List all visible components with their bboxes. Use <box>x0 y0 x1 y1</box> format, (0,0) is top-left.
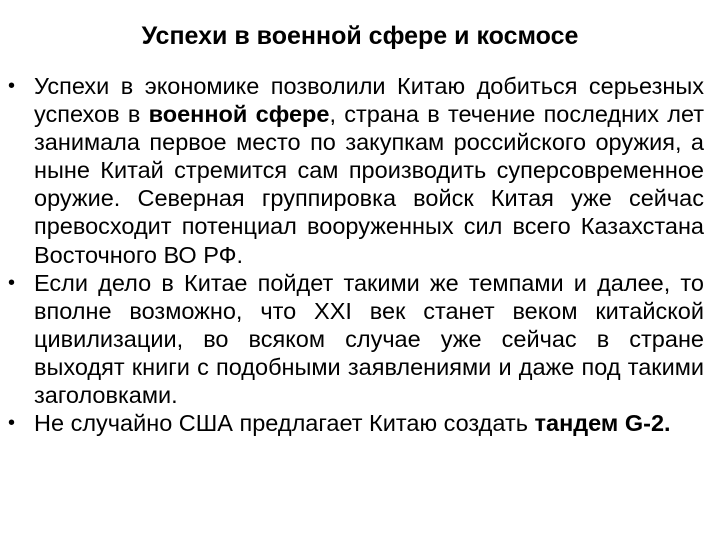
bullet-item-military-success <box>8 72 704 269</box>
bullet-text: Успехи в экономике позволили Китаю добиться серьезных успехов в <box>34 73 704 128</box>
bullet-bold-text: тандем G-2. <box>534 410 671 437</box>
bullet-text: Не случайно США предлагает Китаю создать <box>34 410 535 437</box>
bullet-item-xxi-century <box>8 269 704 409</box>
bullet-text: , страна в течение последних лет занимала первое место по закупкам российского оружия, а ныне Китай стремится сам производить суперсовременное оружие. Северная группировка войск Китая уже сейчас превосходит потенциал вооруженных сил всего Казахстана Восточного ВО РФ. <box>34 101 704 268</box>
bullet-text: Если дело в Китае пойдет такими же темпами и далее, то вполне возможно, что XXI век станет веком китайской цивилизации, во всяком случае уже сейчас в стране выходят книги с подобными заявлениями и даже под такими заголовками. <box>34 269 704 409</box>
bullet-icon: • <box>8 271 16 294</box>
bullet-icon: • <box>8 412 16 435</box>
bullet-bold-text: военной сфере <box>148 101 330 128</box>
bullet-list <box>8 72 704 437</box>
slide-title: Успехи в военной сфере и космосе <box>141 22 579 50</box>
bullet-icon: • <box>8 75 16 97</box>
bullet-item-g2-tandem <box>8 409 704 437</box>
